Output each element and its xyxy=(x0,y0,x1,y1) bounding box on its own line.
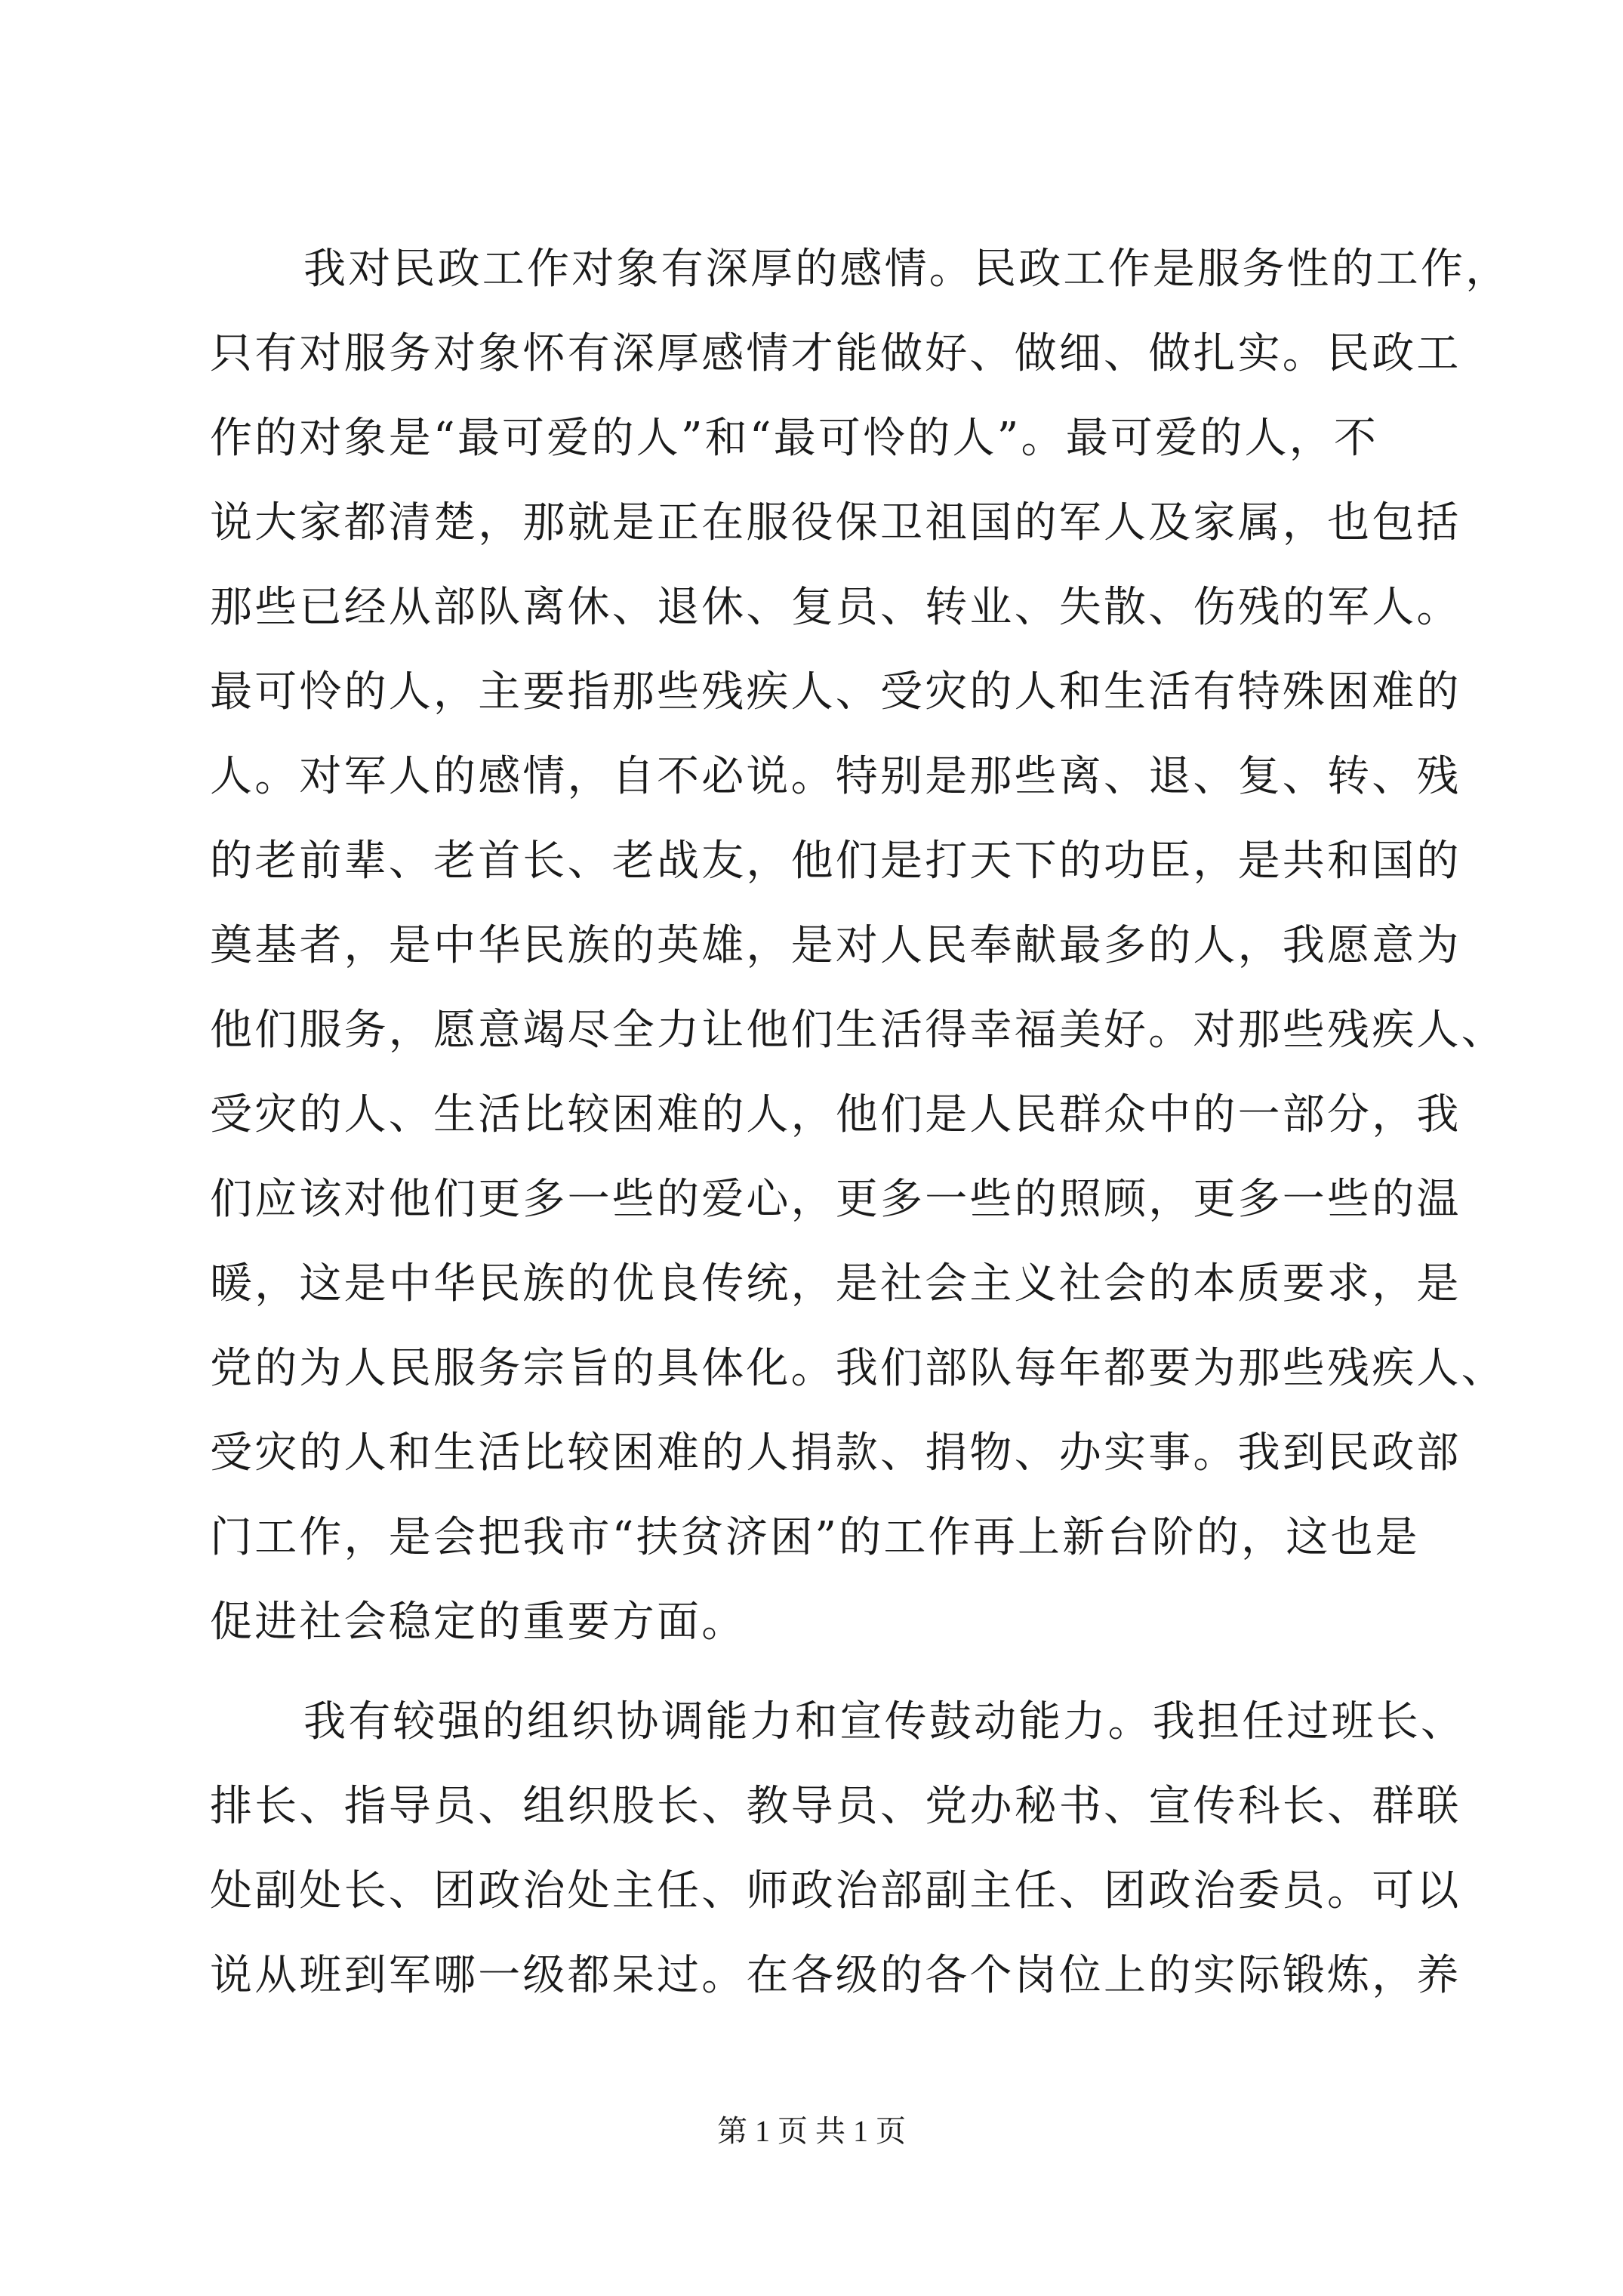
paragraph-2 xyxy=(210,1680,1466,2018)
paragraph-line: 最可怜的人，主要指那些残疾人、受灾的人和生活有特殊困难的 xyxy=(210,667,1461,717)
paragraph-line: 我对民政工作对象有深厚的感情。民政工作是服务性的工作， xyxy=(303,245,1511,294)
paragraph-line: 只有对服务对象怀有深厚感情才能做好、做细、做扎实。民政工 xyxy=(210,329,1461,378)
paragraph-line: 们应该对他们更多一些的爱心，更多一些的照顾，更多一些的温 xyxy=(210,1175,1461,1224)
page-footer xyxy=(0,2109,1623,2154)
paragraph-line: 他们服务，愿意竭尽全力让他们生活得幸福美好。对那些残疾人、 xyxy=(210,1006,1506,1055)
paragraph-line: 受灾的人、生活比较困难的人，他们是人民群众中的一部分，我 xyxy=(210,1090,1461,1139)
paragraph-line: 那些已经从部队离休、退休、复员、转业、失散、伤残的军人。 xyxy=(210,583,1461,632)
paragraph-1 xyxy=(210,227,1511,1665)
paragraph-line: 排长、指导员、组织股长、教导员、党办秘书、宣传科长、群联 xyxy=(210,1782,1461,1831)
paragraph-line: 受灾的人和生活比较困难的人捐款、捐物、办实事。我到民政部 xyxy=(210,1428,1461,1478)
paragraph-line: 促进社会稳定的重要方面。 xyxy=(210,1598,747,1647)
paragraph-line: 人。对军人的感情，自不必说。特别是那些离、退、复、转、残 xyxy=(210,752,1461,801)
page-number: 第 1 页 共 1 页 xyxy=(717,2114,906,2148)
paragraph-line: 暖，这是中华民族的优良传统，是社会主义社会的本质要求，是 xyxy=(210,1259,1461,1308)
paragraph-line: 党的为人民服务宗旨的具体化。我们部队每年都要为那些残疾人、 xyxy=(210,1344,1506,1393)
paragraph-line: 奠基者，是中华民族的英雄，是对人民奉献最多的人，我愿意为 xyxy=(210,921,1461,970)
paragraph-line: 的老前辈、老首长、老战友，他们是打天下的功臣，是共和国的 xyxy=(210,837,1461,886)
paragraph-line: 说大家都清楚，那就是正在服役保卫祖国的军人及家属，也包括 xyxy=(210,498,1461,547)
paragraph-line: 我有较强的组织协调能力和宣传鼓动能力。我担任过班长、 xyxy=(303,1697,1466,1746)
paragraph-line: 作的对象是“最可爱的人”和“最可怜的人”。最可爱的人，不 xyxy=(210,414,1379,463)
document-body xyxy=(210,227,1511,2018)
paragraph-line: 说从班到军哪一级都呆过。在各级的各个岗位上的实际锻炼，养 xyxy=(210,1951,1461,2000)
paragraph-line: 处副处长、团政治处主任、师政治部副主任、团政治委员。可以 xyxy=(210,1866,1461,1915)
paragraph-line: 门工作，是会把我市“扶贫济困”的工作再上新台阶的，这也是 xyxy=(210,1513,1420,1562)
paragraph-spacer xyxy=(210,1665,1448,1680)
